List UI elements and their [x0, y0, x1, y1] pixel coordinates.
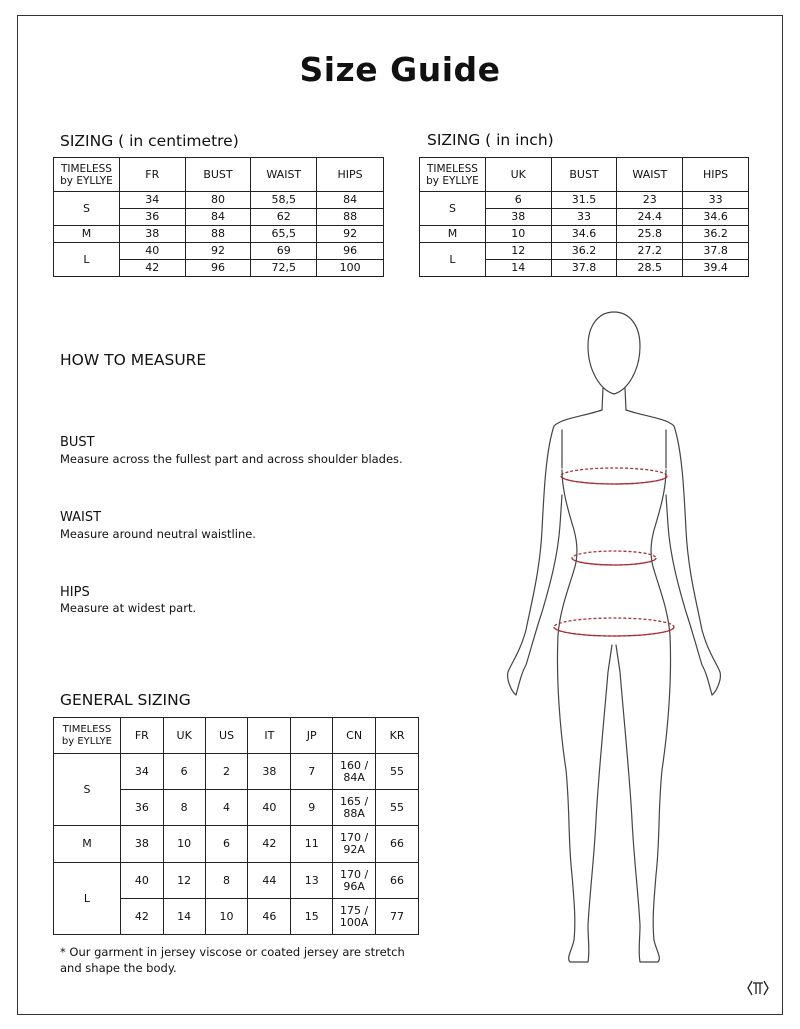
table-row [54, 226, 384, 243]
cell: 165 / 88A [333, 790, 376, 826]
cell: 42 [119, 260, 185, 277]
cell: 23 [617, 192, 683, 209]
cell: 42 [120, 899, 163, 935]
cell: 6 [163, 754, 205, 790]
cell: 39.4 [683, 260, 749, 277]
header-cell: WAIST [251, 158, 317, 192]
header-cell: BUST [185, 158, 251, 192]
cell: 9 [291, 790, 333, 826]
cell: 34.6 [683, 209, 749, 226]
cell: 15 [291, 899, 333, 935]
cell: 36.2 [551, 243, 617, 260]
cell: 36.2 [683, 226, 749, 243]
cell: 4 [205, 790, 248, 826]
logo-left-bracket [748, 981, 752, 995]
inch-sizing-table [419, 157, 749, 277]
cell: 84 [317, 192, 384, 209]
cell: 25.8 [617, 226, 683, 243]
cell: 13 [291, 863, 333, 899]
table-row [420, 192, 749, 209]
header-cell: HIPS [683, 158, 749, 192]
cell: 27.2 [617, 243, 683, 260]
cell: 66 [376, 863, 419, 899]
cell: 58,5 [251, 192, 317, 209]
cell: 14 [485, 260, 551, 277]
cell: 170 / 96A [333, 863, 376, 899]
table-header-row [54, 158, 384, 192]
logo-letters [753, 983, 763, 994]
size-group-m: M [54, 226, 120, 243]
cell: 6 [205, 826, 248, 863]
cell: 38 [248, 754, 291, 790]
cell: 69 [251, 243, 317, 260]
cm-sizing-table [53, 157, 384, 277]
cell: 2 [205, 754, 248, 790]
cell: 8 [163, 790, 205, 826]
cell: 10 [485, 226, 551, 243]
cell: 100 [317, 260, 384, 277]
cell: 33 [683, 192, 749, 209]
waist-measure-front [572, 558, 656, 565]
brand-logo [746, 978, 770, 998]
general-sizing-heading: GENERAL SIZING [60, 691, 191, 709]
cell: 77 [376, 899, 419, 935]
header-cell: IT [248, 718, 291, 754]
table-row [420, 243, 749, 260]
cell: 36 [119, 209, 185, 226]
left-arm [508, 410, 602, 695]
cell: 10 [205, 899, 248, 935]
cell: 28.5 [617, 260, 683, 277]
cell: 65,5 [251, 226, 317, 243]
cell: 84 [185, 209, 251, 226]
cell: 38 [120, 826, 163, 863]
cell: 34.6 [551, 226, 617, 243]
cell: 40 [119, 243, 185, 260]
header-cell: KR [376, 718, 419, 754]
table-header-row [420, 158, 749, 192]
cell: 6 [485, 192, 551, 209]
header-cell: BUST [551, 158, 617, 192]
header-cell: HIPS [317, 158, 384, 192]
header-cell: UK [163, 718, 205, 754]
logo-right-bracket [764, 981, 768, 995]
size-group-m: M [420, 226, 486, 243]
size-group-s: S [420, 192, 486, 226]
bust-description: Measure across the fullest part and across shoulder blades. [60, 452, 403, 466]
hips-description: Measure at widest part. [60, 601, 197, 615]
header-cell: FR [119, 158, 185, 192]
cell: 62 [251, 209, 317, 226]
size-group-l: L [54, 863, 121, 935]
cell: 175 / 100A [333, 899, 376, 935]
cell: 37.8 [683, 243, 749, 260]
cell: 37.8 [551, 260, 617, 277]
hips-title: HIPS [60, 585, 90, 600]
table-row [54, 192, 384, 209]
header-cell: JP [291, 718, 333, 754]
measure-lines [554, 468, 674, 636]
hips-measure-front [554, 627, 674, 636]
cell: 38 [119, 226, 185, 243]
cell: 8 [205, 863, 248, 899]
waist-title: WAIST [60, 510, 102, 525]
cell: 12 [163, 863, 205, 899]
cell: 88 [185, 226, 251, 243]
table-header-row [54, 718, 419, 754]
general-sizing-table [53, 717, 419, 935]
inch-table-heading: SIZING ( in inch) [427, 131, 554, 149]
cell: 31.5 [551, 192, 617, 209]
cell: 72,5 [251, 260, 317, 277]
header-cell: UK [485, 158, 551, 192]
cell: 34 [120, 754, 163, 790]
waist-description: Measure around neutral waistline. [60, 527, 256, 541]
neck-right [625, 388, 626, 410]
cell: 66 [376, 826, 419, 863]
body-measurement-figure [490, 300, 740, 980]
cell: 34 [119, 192, 185, 209]
size-group-l: L [54, 243, 120, 277]
cell: 92 [317, 226, 384, 243]
cell: 92 [185, 243, 251, 260]
right-leg [616, 635, 671, 962]
table-row [54, 826, 419, 863]
cell: 46 [248, 899, 291, 935]
table-row [54, 243, 384, 260]
table-row [420, 226, 749, 243]
cell: 170 / 92A [333, 826, 376, 863]
header-cell: TIMELESS by EYLLYE [420, 158, 486, 192]
bust-title: BUST [60, 435, 95, 450]
cell: 36 [120, 790, 163, 826]
cell: 14 [163, 899, 205, 935]
cell: 160 / 84A [333, 754, 376, 790]
cell: 42 [248, 826, 291, 863]
cell: 88 [317, 209, 384, 226]
cm-table-heading: SIZING ( in centimetre) [60, 132, 239, 150]
head-outline [588, 312, 640, 394]
header-cell: FR [120, 718, 163, 754]
header-cell: TIMELESS by EYLLYE [54, 158, 120, 192]
bust-measure-front [561, 476, 667, 484]
cell: 33 [551, 209, 617, 226]
header-cell: WAIST [617, 158, 683, 192]
cell: 55 [376, 754, 419, 790]
table-row [54, 754, 419, 790]
page-title: Size Guide [299, 50, 501, 89]
how-to-measure-heading: HOW TO MEASURE [60, 351, 207, 369]
header-cell: TIMELESS by EYLLYE [54, 718, 121, 754]
torso-right [651, 470, 670, 635]
body-outline [508, 312, 721, 962]
cell: 55 [376, 790, 419, 826]
cell: 24.4 [617, 209, 683, 226]
cell: 40 [120, 863, 163, 899]
cell: 7 [291, 754, 333, 790]
cell: 10 [163, 826, 205, 863]
header-cell: CN [333, 718, 376, 754]
left-leg [557, 635, 612, 962]
cell: 12 [485, 243, 551, 260]
neck-left [602, 388, 603, 410]
table-row [54, 863, 419, 899]
size-group-m: M [54, 826, 121, 863]
cell: 40 [248, 790, 291, 826]
torso-left [558, 470, 577, 635]
size-group-s: S [54, 754, 121, 826]
footnote: * Our garment in jersey viscose or coated jersey are stretch and shape the body. [60, 945, 405, 975]
size-group-l: L [420, 243, 486, 277]
cell: 11 [291, 826, 333, 863]
size-group-s: S [54, 192, 120, 226]
cell: 44 [248, 863, 291, 899]
cell: 96 [317, 243, 384, 260]
cell: 96 [185, 260, 251, 277]
cell: 38 [485, 209, 551, 226]
cell: 80 [185, 192, 251, 209]
header-cell: US [205, 718, 248, 754]
